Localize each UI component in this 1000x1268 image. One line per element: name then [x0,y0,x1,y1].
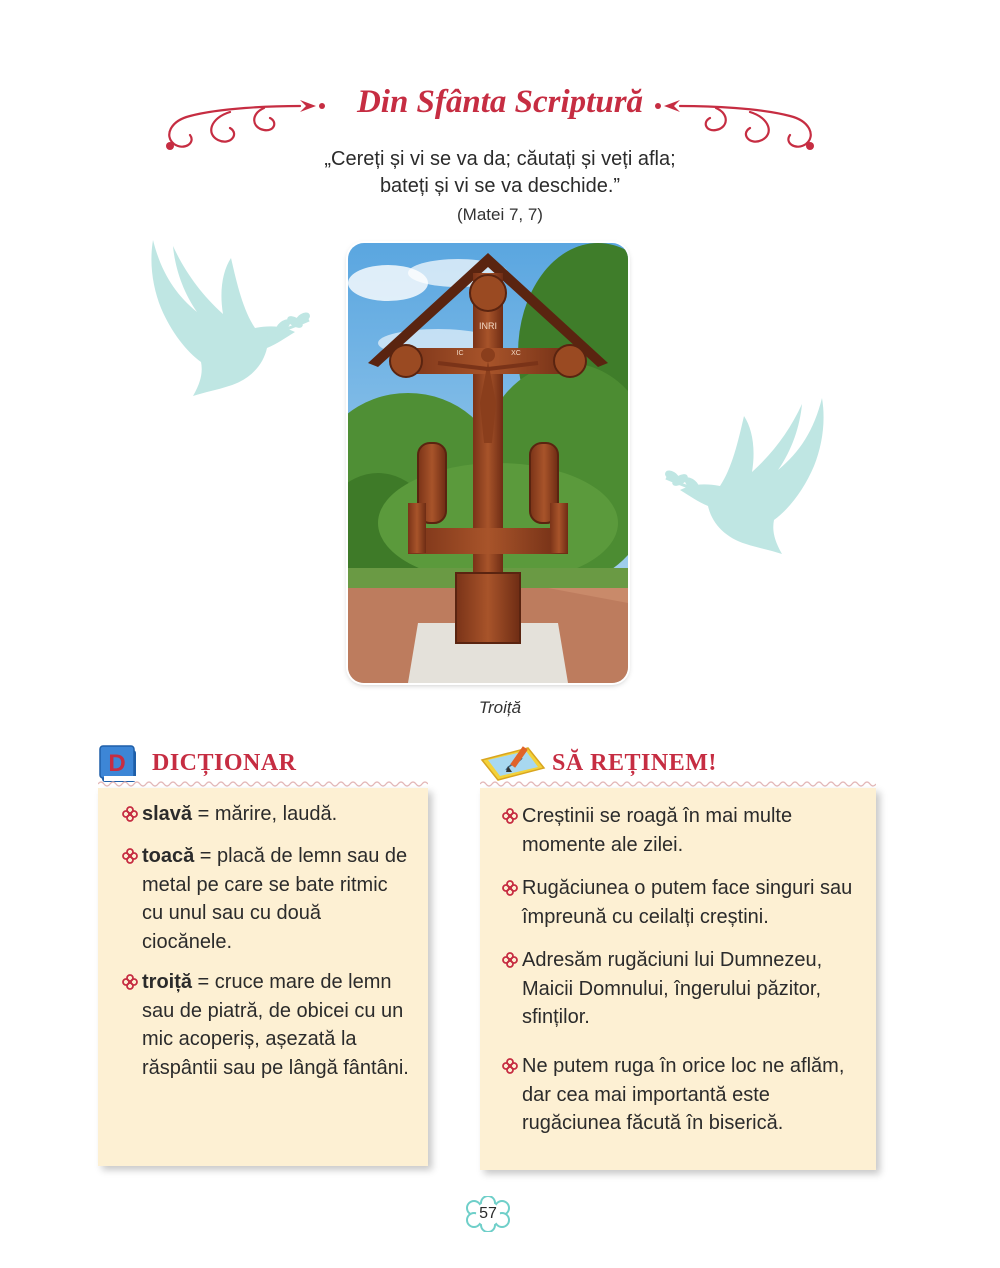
remember-item-text: Rugăciunea o putem face singuri sau împreună cu ceilalți creștini. [522,877,853,928]
quote-reference: (Matei 7, 7) [457,205,543,224]
remember-item [522,802,862,859]
flower-bullet-icon [122,806,138,822]
quote-line-2: bateți și vi se va deschide.” [379,175,621,197]
remember-title: SĂ REȚINEM! [552,750,717,776]
flower-bullet-icon [502,880,518,896]
dictionary-title: DICȚIONAR [152,750,297,776]
flower-bullet-icon [122,848,138,864]
quote-line-1: „Cereți și vi se va da; căutați și veți afla; [324,148,676,170]
dictionary-definition: = mărire, laudă. [192,803,338,825]
remember-item [522,874,862,931]
divider [480,780,876,788]
photo-caption: Troiță [478,698,522,717]
troita-photo [348,243,628,683]
dictionary-book-icon [98,744,142,784]
flower-bullet-icon [502,1058,518,1074]
page-number: 57 [479,1205,497,1222]
dove-icon [660,390,840,555]
dictionary-definition: = placă de lemn sau de metal pe care se bate ritmic cu unul sau cu două ciocănele. [142,845,408,953]
remember-item [522,946,862,1032]
dictionary-definition: = cruce mare de lemn sau de piatră, de obicei cu un mic acoperiș, așezată la răspântii sau pe lângă fântâni. [142,971,409,1079]
dictionary-entry [142,842,412,956]
dictionary-term: troiță [142,971,192,993]
remember-item-text: Adresăm rugăciuni lui Dumnezeu, Maicii Domnului, îngerului păzitor, sfinților. [522,949,823,1028]
dictionary-entry [142,968,412,1082]
flower-bullet-icon [502,808,518,824]
dictionary-box [98,788,428,1166]
photo-inscription-left: IC [456,350,464,357]
photo-inscription-right: XC [511,350,521,357]
flower-bullet-icon [122,974,138,990]
remember-item-text: Creștinii se roagă în mai multe momente ale zilei. [522,805,793,856]
divider [98,780,428,788]
dictionary-entry [142,800,412,829]
dictionary-term: toacă [142,845,195,867]
remember-item-text: Ne putem ruga în orice loc ne aflăm, dar cea mai importantă este rugăciunea făcută în biserică. [522,1055,845,1134]
dove-icon [135,232,315,397]
dictionary-icon-letter: D [108,750,126,777]
dictionary-term: slavă [142,803,193,825]
notes-writing-icon [478,742,548,782]
flower-bullet-icon [502,952,518,968]
photo-inscription-top: INRI [479,321,497,331]
remember-item [522,1052,862,1138]
page-heading: Din Sfânta Scriptură [356,84,644,120]
remember-box [480,788,876,1170]
